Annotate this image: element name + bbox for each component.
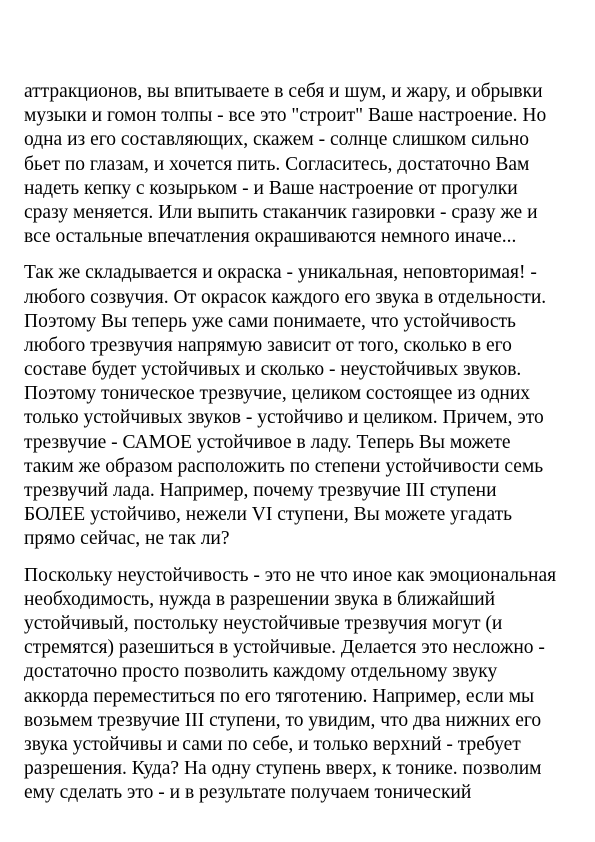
text-line: устойчивый, постольку неустойчивые трезвучия могут (и xyxy=(24,612,503,634)
text-line: Поэтому тоническое трезвучие, целиком состоящее из одних xyxy=(24,383,531,405)
text-line: музыки и гомон толпы - все это "строит" Ваше настроение. Но xyxy=(24,105,547,127)
text-line: таким же образом расположить по степени устойчивости семь xyxy=(24,455,544,477)
text-line: только устойчивых звуков - устойчиво и целиком. Причем, это xyxy=(24,407,544,429)
text-line: БОЛЕЕ устойчиво, нежели VI ступени, Вы можете угадать xyxy=(24,504,513,526)
text-line: звука устойчивы и сами по себе, и только верхний - требует xyxy=(24,733,521,755)
text-line: прямо сейчас, не так ли? xyxy=(24,528,230,550)
text-line: Так же складывается и окраска - уникальная, неповторимая! - xyxy=(24,262,537,284)
paragraph-1 xyxy=(24,80,584,249)
text-line: разрешения. Куда? На одну ступень вверх, к тонике. позволим xyxy=(24,758,542,780)
text-line: бьет по глазам, и хочется пить. Согласитесь, достаточно Вам xyxy=(24,153,530,175)
paragraph-3 xyxy=(24,564,584,806)
text-line: любого созвучия. От окрасок каждого его звука в отдельности. xyxy=(24,286,547,308)
text-line: аккорда переместиться по его тяготению. Например, если мы xyxy=(24,685,535,707)
text-line: сразу меняется. Или выпить стаканчик газировки - сразу же и xyxy=(24,201,538,223)
text-line: ему сделать это - и в результате получаем тонический xyxy=(24,782,472,804)
text-line: необходимость, нужда в разрешении звука в ближайший xyxy=(24,588,496,610)
text-line: аттракционов, вы впитываете в себя и шум, и жару, и обрывки xyxy=(24,81,543,102)
text-line: Поэтому Вы теперь уже сами понимаете, что устойчивость xyxy=(24,310,516,332)
text-line: Поскольку неустойчивость - это не что иное как эмоциональная xyxy=(24,564,557,586)
text-line: все остальные впечатления окрашиваются немного иначе... xyxy=(24,226,517,248)
text-line: любого трезвучия напрямую зависит от того, сколько в его xyxy=(24,334,512,356)
text-line: трезвучие - САМОЕ устойчивое в ладу. Теперь Вы можете xyxy=(24,431,511,453)
text-line: надеть кепку с козырьком - и Ваше настроение от прогулки xyxy=(24,177,518,199)
paragraph-2 xyxy=(24,261,584,551)
text-line: возьмем трезвучие III ступени, то увидим, что два нижних его xyxy=(24,709,542,731)
text-line: трезвучий лада. Например, почему трезвучие III ступени xyxy=(24,480,497,501)
text-line: стремятся) разешиться в устойчивые. Делается это несложно - xyxy=(24,637,545,659)
text-line: одна из его составляющих, скажем - солнце слишком сильно xyxy=(24,129,530,151)
text-line: составе будет устойчивых и сколько - неустойчивых звуков. xyxy=(24,359,522,381)
body-text xyxy=(24,80,584,805)
text-line: достаточно просто позволить каждому отдельному звуку xyxy=(24,661,498,683)
